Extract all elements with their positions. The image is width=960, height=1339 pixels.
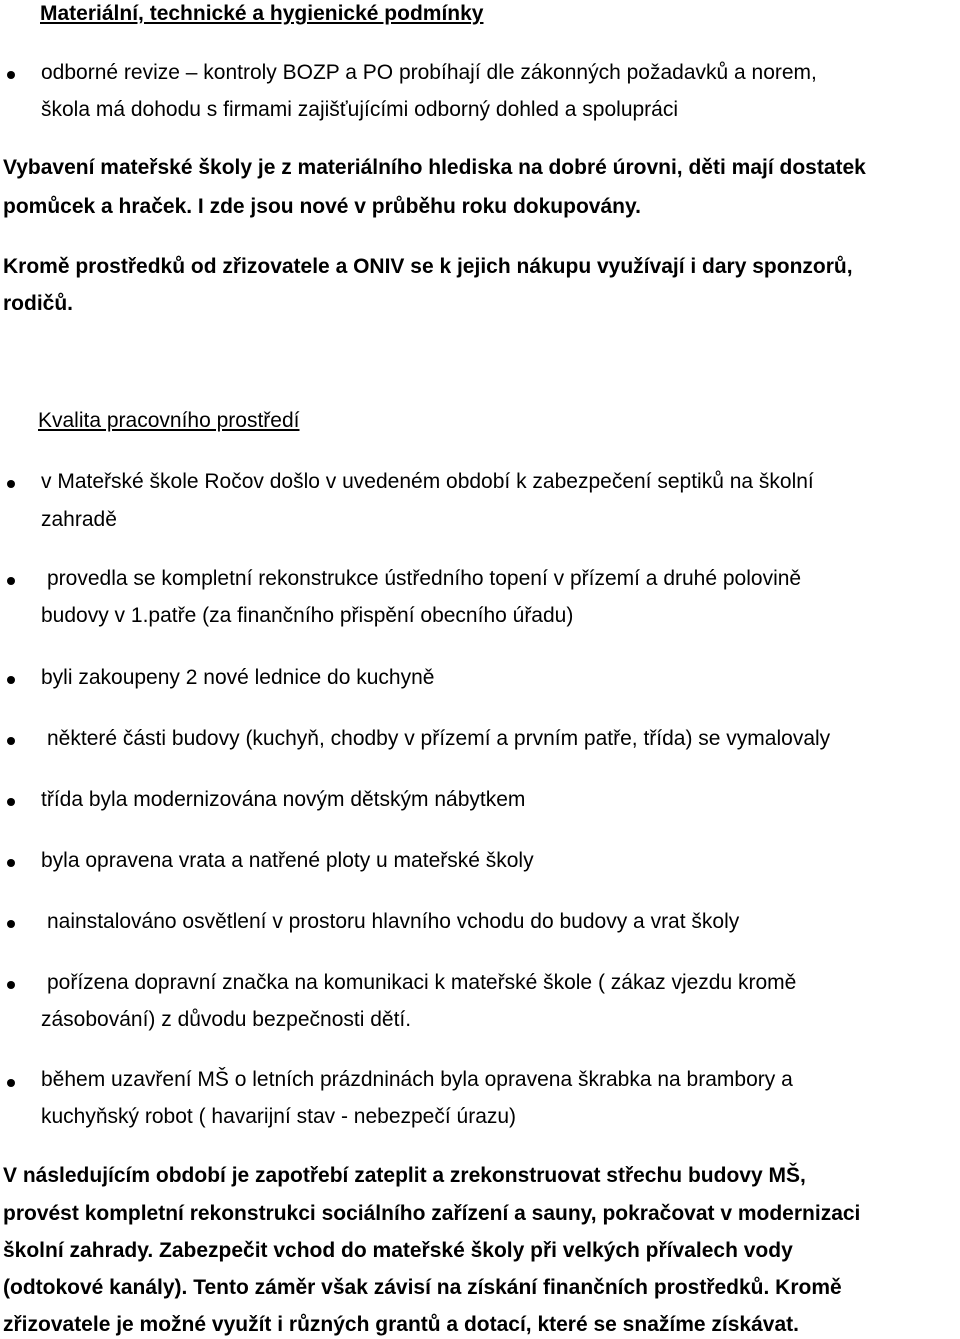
bullet-icon: [7, 737, 15, 745]
list-item-line: budovy v 1.patře (za finančního přispění obecního úřadu): [41, 604, 574, 627]
paragraph-funding-line: rodičů.: [3, 292, 74, 315]
bullet-icon: [7, 798, 15, 806]
list-item-line: kuchyňský robot ( havarijní stav - nebezpečí úrazu): [41, 1105, 517, 1128]
bullet-icon: [7, 676, 15, 684]
list-item-line: během uzavření MŠ o letních prázdninách byla opravena škrabka na brambory a: [41, 1068, 793, 1091]
bullet-text-line: odborné revize – kontroly BOZP a PO probíhají dle zákonných požadavků a norem,: [41, 61, 817, 84]
closing-paragraph-line: zřizovatele je možné využít i různých grantů a dotací, které se snažíme získávat.: [3, 1313, 799, 1336]
bullet-icon: [7, 71, 15, 79]
paragraph-funding-line: Kromě prostředků od zřizovatele a ONIV se k jejich nákupu využívají i dary sponzorů,: [3, 255, 853, 278]
list-item-line: byli zakoupeny 2 nové lednice do kuchyně: [41, 666, 435, 689]
bullet-icon: [7, 859, 15, 867]
bullet-icon: [7, 920, 15, 928]
list-item-line: zásobování) z důvodu bezpečnosti dětí.: [41, 1008, 412, 1031]
list-item-line: v Mateřské škole Ročov došlo v uvedeném období k zabezpečení septiků na školní: [41, 470, 814, 493]
bullet-text-line: škola má dohodu s firmami zajišťujícími odborný dohled a spolupráci: [41, 98, 679, 121]
closing-paragraph-line: V následujícím období je zapotřebí zateplit a zrekonstruovat střechu budovy MŠ,: [3, 1164, 806, 1187]
bullet-icon: [7, 1079, 15, 1087]
section-title-work-environment: Kvalita pracovního prostředí: [38, 409, 300, 432]
closing-paragraph-line: (odtokové kanály). Tento záměr však závisí na získání finančních prostředků. Kromě: [3, 1276, 842, 1299]
list-item-line: zahradě: [41, 508, 117, 531]
list-item-line: byla opravena vrata a natřené ploty u mateřské školy: [41, 849, 534, 872]
list-item-line: nainstalováno osvětlení v prostoru hlavního vchodu do budovy a vrat školy: [47, 910, 740, 933]
list-item-line: provedla se kompletní rekonstrukce ústředního topení v přízemí a druhé polovině: [47, 567, 802, 590]
list-item-line: pořízena dopravní značka na komunikaci k mateřské škole ( zákaz vjezdu kromě: [47, 971, 797, 994]
list-item-line: třída byla modernizována novým dětským nábytkem: [41, 788, 526, 811]
bullet-icon: [7, 480, 15, 488]
bullet-icon: [7, 577, 15, 585]
paragraph-equipment-line: pomůcek a hraček. I zde jsou nové v průběhu roku dokupovány.: [3, 195, 641, 218]
closing-paragraph-line: provést kompletní rekonstrukci sociálního zařízení a sauny, pokračovat v modernizaci: [3, 1202, 861, 1225]
paragraph-equipment-line: Vybavení mateřské školy je z materiálního hlediska na dobré úrovni, děti mají dostatek: [3, 156, 866, 179]
closing-paragraph-line: školní zahrady. Zabezpečit vchod do mateřské školy při velkých přívalech vody: [3, 1239, 793, 1262]
section-title-material-conditions: Materiální, technické a hygienické podmínky: [40, 2, 484, 25]
bullet-icon: [7, 981, 15, 989]
list-item-line: některé části budovy (kuchyň, chodby v přízemí a prvním patře, třída) se vymalovaly: [47, 727, 831, 750]
